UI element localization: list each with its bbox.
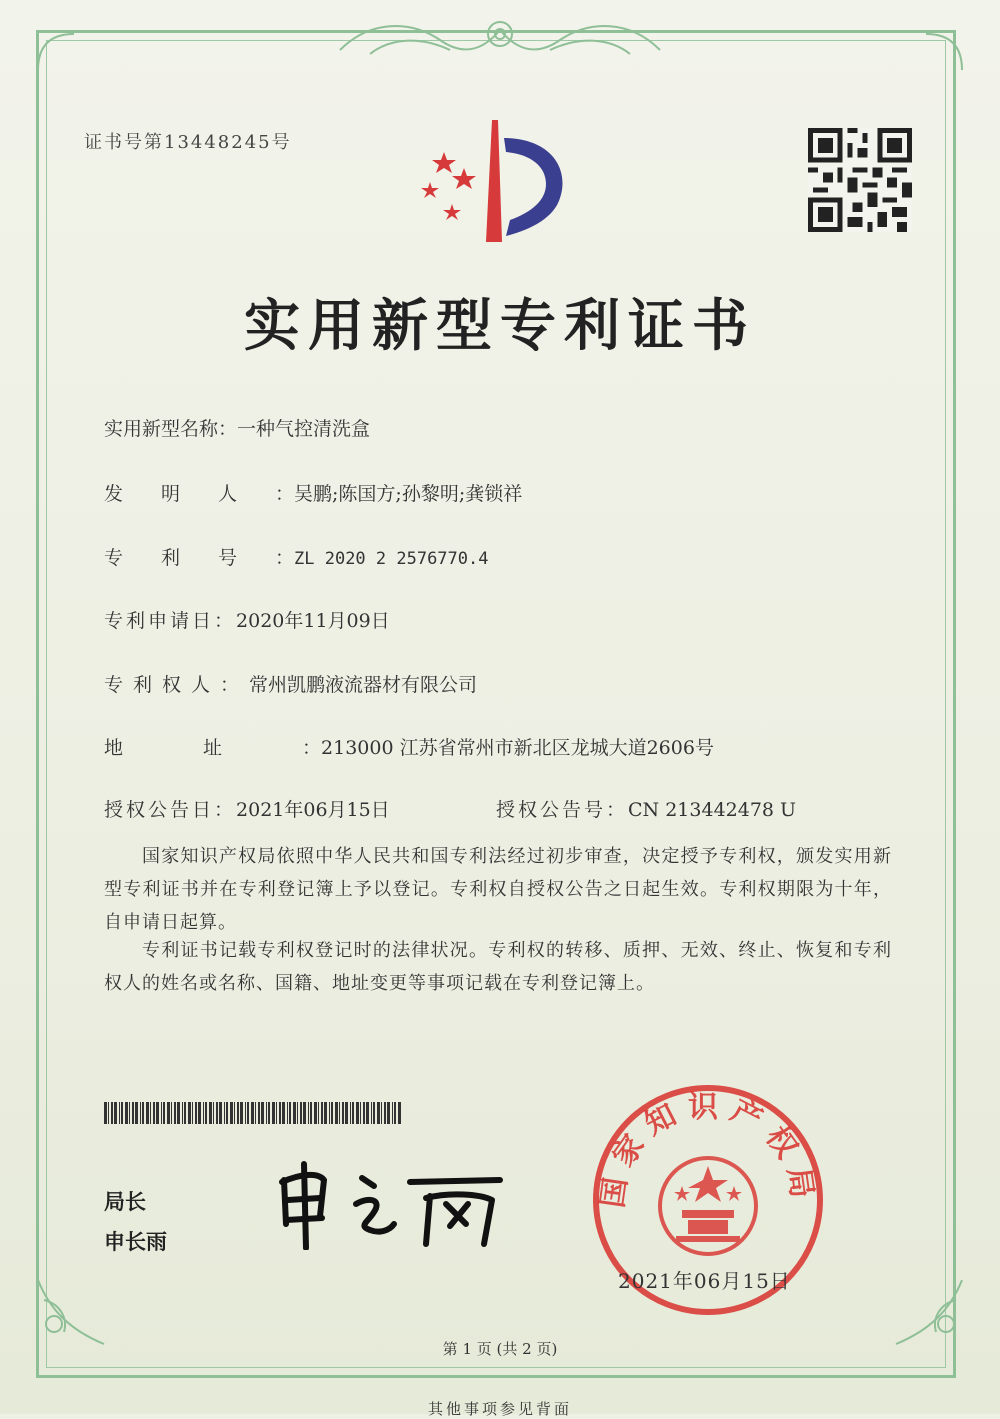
field-value: ZL 2020 2 2576770.4 bbox=[294, 549, 489, 569]
signatory-name: 申长雨 bbox=[104, 1229, 167, 1254]
seal-date: 2021年06月15日 bbox=[618, 1269, 791, 1293]
seal-text: 国家知识产权局 bbox=[595, 1089, 821, 1210]
field-label: 专利申请日： bbox=[104, 610, 237, 632]
field-label: 授权公告日： bbox=[104, 799, 237, 821]
field-address bbox=[104, 733, 714, 760]
statement-paragraph-2: 专利证书记载专利权登记时的法律状况。专利权的转移、质押、无效、终止、恢复和专利权人的姓名或名称、国籍、地址变更等事项记载在专利登记簿上。 bbox=[104, 940, 892, 994]
barcode-icon bbox=[104, 1102, 404, 1124]
field-value: 213000 江苏省常州市新北区龙城大道2606号 bbox=[321, 737, 714, 759]
field-label: 发明人： bbox=[104, 483, 333, 505]
top-ornament bbox=[330, 10, 670, 66]
field-value: 一种气控清洗盒 bbox=[237, 418, 371, 440]
field-value: 吴鹏;陈国方;孙黎明;龚锁祥 bbox=[294, 483, 523, 505]
field-label: 专利号： bbox=[104, 547, 333, 569]
field-label: 专利权人： bbox=[104, 674, 250, 696]
field-grant-date bbox=[104, 795, 390, 822]
signatory-title: 局长 bbox=[104, 1189, 146, 1214]
field-value: 常州凯鹏液流器材有限公司 bbox=[249, 674, 478, 696]
field-value: 2021年06月15日 bbox=[236, 799, 390, 821]
field-label: 实用新型名称： bbox=[104, 418, 238, 440]
field-patent-holder bbox=[104, 670, 477, 697]
field-inventor bbox=[104, 479, 522, 506]
qr-code-icon bbox=[808, 128, 912, 232]
page-number: 第 1 页 (共 2 页) bbox=[442, 1340, 558, 1358]
handwritten-signature bbox=[270, 1160, 510, 1250]
field-utility-model-name bbox=[104, 414, 370, 441]
patent-office-emblem-icon bbox=[410, 118, 580, 246]
statement-paragraph-1: 国家知识产权局依照中华人民共和国专利法经过初步审查，决定授予专利权，颁发实用新型专利证书并在专利登记簿上予以登记。专利权自授权公告之日起生效。专利权期限为十年，自申请日起算。 bbox=[104, 846, 892, 933]
field-grant-number bbox=[496, 795, 796, 822]
field-value: CN 213442478 U bbox=[628, 799, 797, 821]
footnote: 其他事项参见背面 bbox=[427, 1400, 572, 1418]
certificate-title: 实用新型专利证书 bbox=[244, 293, 756, 359]
corner-ornament-top-left bbox=[34, 30, 118, 114]
certificate-number: 证书号第13448245号 bbox=[84, 132, 292, 153]
field-value: 2020年11月09日 bbox=[236, 610, 390, 632]
field-application-date bbox=[104, 606, 390, 633]
field-patent-number bbox=[104, 543, 488, 570]
field-label: 地址： bbox=[104, 737, 402, 759]
field-label: 授权公告号： bbox=[496, 799, 629, 821]
corner-ornament-top-right bbox=[882, 30, 966, 114]
